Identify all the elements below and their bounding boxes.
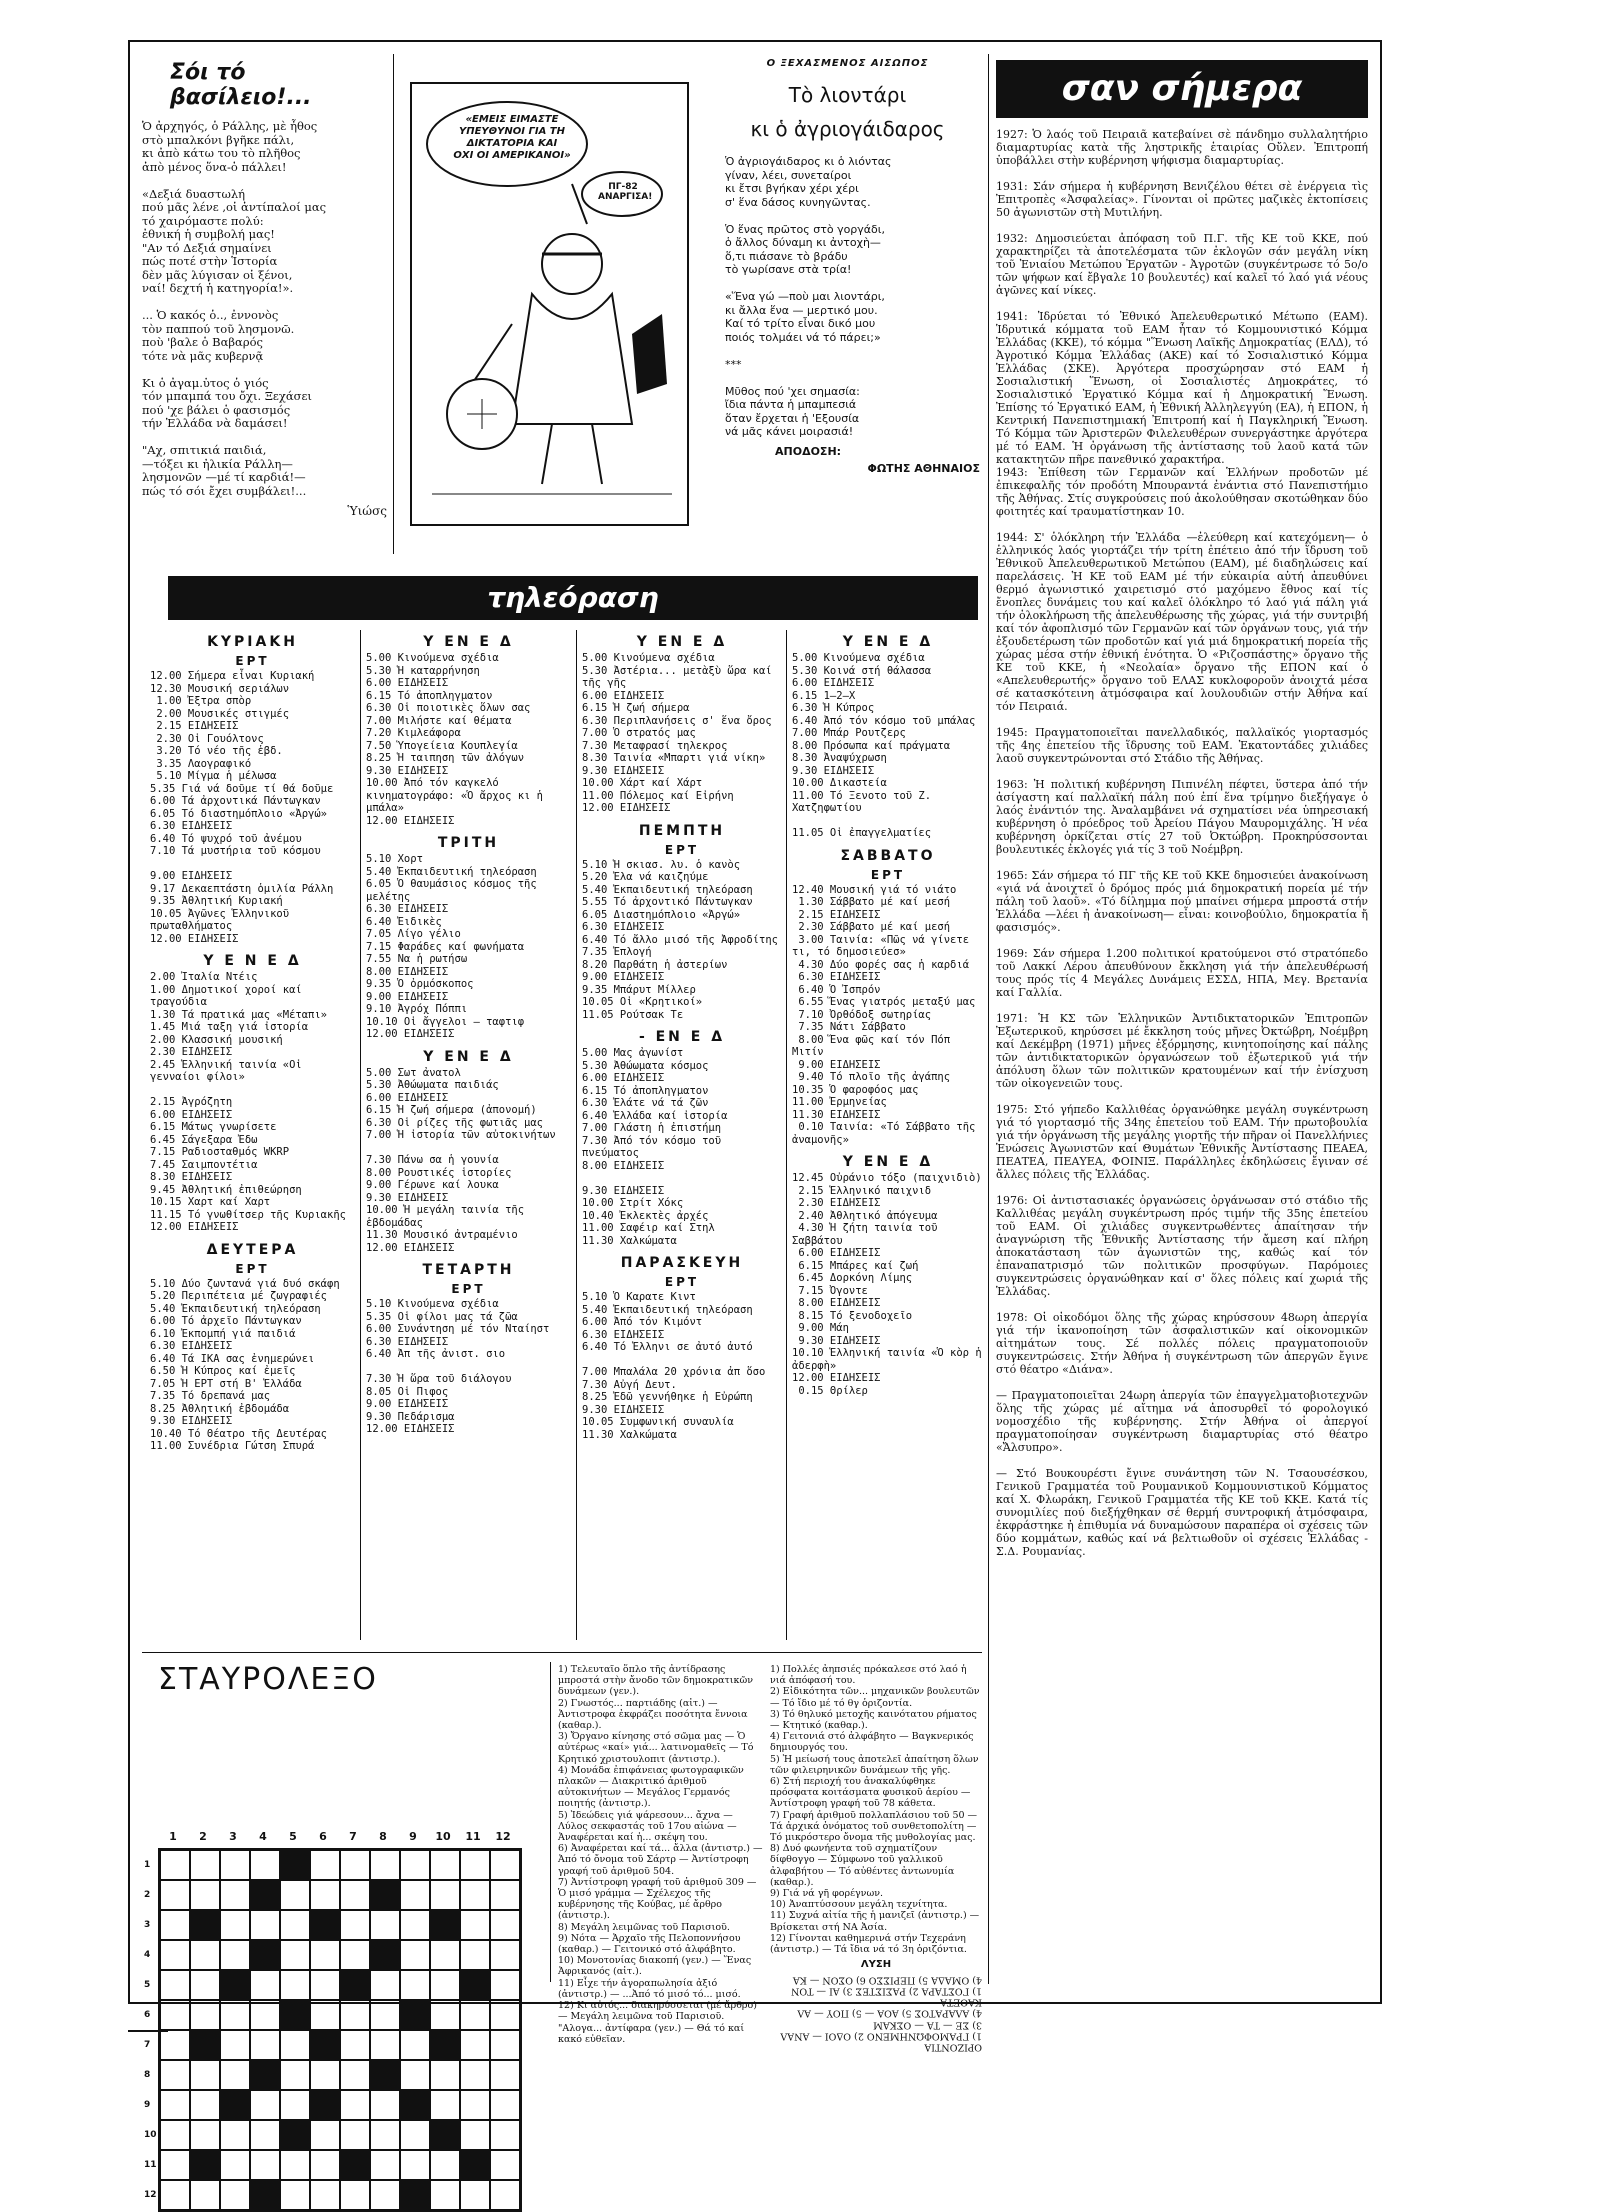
- tv-schedule: 5.10 Κινούμενα σχέδια 5.35 Οἱ φίλοι μας τά ζῶα 6.00 Συνάντηση μέ τόν Νταίηστ 6.30 ΕΙΔΗΣΕΙΣ 6.40 Ἀπ τῆς ἀνιστ. σιο 7.30 Ἡ ὥρα τοῦ διάλογου 8.05 Οἱ Πιφος 9.00 ΕΙΔΗΣΕΙΣ 9.30 Πεδάρισμα 12.00 ΕΙΔΗΣΕΙΣ: [366, 1298, 550, 1435]
- crossword-col-number: 9: [409, 1830, 417, 1843]
- crossword-cell: [460, 2120, 490, 2150]
- crossword-black-cell: [430, 2030, 460, 2060]
- crossword-cell: [340, 1880, 370, 1910]
- poem-column: [142, 54, 387, 574]
- crossword-cell: [430, 2060, 460, 2090]
- crossword-cell: [190, 2090, 220, 2120]
- crossword-col-number: 11: [465, 1830, 481, 1843]
- crossword-cell: [160, 1940, 190, 1970]
- crossword-cell: [370, 1970, 400, 2000]
- crossword-cell: [280, 1880, 310, 1910]
- crossword-cell: [220, 2030, 250, 2060]
- crossword-cell: [340, 2090, 370, 2120]
- crossword-black-cell: [340, 2150, 370, 2180]
- crossword-cell: [190, 1970, 220, 2000]
- crossword-cell: [280, 2090, 310, 2120]
- crossword-row-number: 3: [144, 1920, 151, 1930]
- crossword-cell: [160, 2180, 190, 2210]
- crossword-cell: [250, 2150, 280, 2180]
- crossword-title: ΣΤΑΥΡΟΛΕΞΟ: [158, 1662, 378, 1697]
- crossword-right: [770, 1664, 982, 2053]
- crossword-cell: [490, 2030, 520, 2060]
- tv-column-2: [366, 630, 571, 1650]
- crossword-cell: [370, 1850, 400, 1880]
- crossword-cell: [250, 1850, 280, 1880]
- tv-schedule: 5.10 Ὁ Καρατε Κιντ 5.40 Ἐκπαιδευτική τηλεόραση 6.00 Ἀπό τόν Κιμόντ 6.30 ΕΙΔΗΣΕΙΣ 6.40 Τό Ἑλληνι σε ἀυτό ἀυτό 7.00 Μπαλάλα 20 χρόνια ἀπ ὅσο 7.30 Αὐγή Δευτ. 8.25 Ἐδῶ γεννήθηκε ἡ Εὐρώπη 9.30 ΕΙΔΗΣΕΙΣ 10.05 Συμφωνική συναυλία 11.30 Χαλκώματα: [582, 1291, 766, 1441]
- crossword-cell: [430, 1970, 460, 2000]
- crossword-cell: [460, 2030, 490, 2060]
- crossword-row-number: 6: [144, 2010, 151, 2020]
- crossword-cell: [460, 1940, 490, 1970]
- tv-schedule: 5.10 Ἡ σκιασ. λυ. ὁ κανὸς 5.20 Ἐλα νά καιζηύμε 5.40 Ἐκπαιδευτική τηλεόραση 5.55 Τό ἀρχοντικό Πάντωγκαν 6.05 Διαστημόπλοιο «Ἀργώ» 6.30 ΕΙΔΗΣΕΙΣ 6.40 Τό ἄλλο μισό τῆς Ἀφροδίτης 7.35 Ἐπλογή 8.20 Παρθάτη ἡ ἀστερίων 9.00 ΕΙΔΗΣΕΙΣ 9.35 Μπάρυτ Μίλλερ 10.05 Οἱ «Κρητικοί» 11.05 Ρούτσακ Τε: [582, 858, 778, 1021]
- crossword-cell: [430, 2000, 460, 2030]
- tv-schedule: 5.10 Χορτ 5.40 Ἐκπαιδευτική τηλεόραση 6.05 Ὁ θαυμάσιος κόσμος τῆς μελέτης 6.30 ΕΙΔΗΣΕΙΣ 6.40 Ἐιδικὲς 7.05 Λίγο γέλιο 7.15 Φαράδες καί φωνήματα 7.55 Να ἡ ρωτήσω 8.00 ΕΙΔΗΣΕΙΣ 9.35 Ὁ ὀρμόσκοπος 9.00 ΕΙΔΗΣΕΙΣ 9.10 Ἀγρόχ Πόππι 10.10 Οἱ ἄγγελοι — ταφτιφ 12.00 ΕΙΔΗΣΕΙΣ: [366, 853, 537, 1040]
- crossword-cell: [460, 2180, 490, 2210]
- crossword-black-cell: [280, 1850, 310, 1880]
- crossword-cell: [460, 2090, 490, 2120]
- tv-schedule: 2.00 Ἰταλία Ντέις 1.00 Δημοτικοί χοροί καί τραγούδια 1.30 Τά πρατικά μας «Μέταπι» 1.45 Μιά ταξη γιά ἰστορία 2.00 Κλασσική μουσική 2.30 ΕΙΔΗΣΕΙΣ 2.45 Ἑλληνική ταινία «Οἱ γενναίοι φίλοι» 2.15 Ἀγρόζητη 6.00 ΕΙΔΗΣΕΙΣ 6.15 Μάτως γνωρίσετε 6.45 Σάγεξαρα Ἐδω 7.15 Ραδιοσταθμός WKRP 7.45 Σαιμποντέτια 8.30 ΕΙΔΗΣΕΙΣ 9.45 Ἀθλητική ἐπιθεώρηση 10.15 Χαρτ καί Χαρτ 11.15 Τό γνωθίτσερ τῆς Κυριακῆς 12.00 ΕΙΔΗΣΕΙΣ: [150, 971, 346, 1233]
- crossword-cell: [190, 1940, 220, 1970]
- crossword-cell: [490, 2000, 520, 2030]
- divider: [988, 54, 989, 1984]
- tv-day-heading: ΠΕΜΠΤΗ: [638, 822, 726, 839]
- crossword-black-cell: [400, 2180, 430, 2210]
- crossword-cell: [490, 2180, 520, 2210]
- tv-column-1: [150, 630, 355, 1650]
- tv-day-heading: ΚΥΡΙΑΚΗ: [207, 634, 298, 650]
- divider: [576, 630, 577, 1640]
- crossword-cell: [310, 1940, 340, 1970]
- lysi-header: ΛΥΣΗ: [860, 1959, 892, 1971]
- crossword-cell: [490, 2120, 520, 2150]
- crossword-clues-down: 1) Πολλές ἀηπσιές πρόκαλεσε στό λαό ἡ νιά ἀπόφασή του. 2) Εἰδικότητα τῶν... μηχανικῶν βουλευτῶν — Τό ἴδιο μέ τό θγ ὁριζοντία. 3) Τό θηλυκό μετοχῆς καινότατου ρήματος — Κτητικό (καθαρ.). 4) Γειτονιά στό ἀλφάβητο — Βαγκνερικός δημιουργός του. 5) Ἡ μείωσή τους ἀποτελεῖ ἀπαίτηση ὅλων τῶν φιλειρηνικῶν δυνάμεων τῆς γῆς. 6) Στή περιοχή του ἀνακαλύφθηκε πρόσφατα κοιτάσματα φυσικοῦ ἀερίου — Ἀντίστροφη γραφή τοῦ 78 κάθετα. 7) Γραφή ἀριθμοῦ πολλαπλάσιου τοῦ 50 — Τά ἀρχικά ὀνόματος τοῦ συνθετοπολίτη — Τό μικρόστερο ὄνομα τῆς μυθολογίας μας. 8) Δυό φωνήεντα τοῦ σχηματίζουν δίφθογγο — Σύμφωνο τοῦ γαλλικοῦ ἀλφαβήτου — Τό αὐθέντες ἀντωνυμία (καθαρ.). 9) Γιά νά γῆ φορέγνων. 10) Ἀναπτύσσουν μεγάλη τεχνίτητα. 11) Συχνά αἰτία τῆς ἡ μανιζεῖ (ἀντιστρ.) — Βρίσκεται στή ΝΑ Ἀσία. 12) Γίνονται καθημερινά στήν Τεχεράνη (ἀντιστρ.) — Τά ἴδια νά τό 3η ὁριζόντια.: [770, 1664, 980, 1956]
- crossword-cell: [220, 1850, 250, 1880]
- tv-day-heading: Υ ΕΝ Ε Δ: [842, 634, 934, 650]
- crossword-black-cell: [460, 2150, 490, 2180]
- tv-schedule: 5.00 Κινούμενα σχέδια 5.30 Ἀστέρια... μετὰξὺ ὥρα καί τῆς γῆς 6.00 ΕΙΔΗΣΕΙΣ 6.15 Ἡ ζωή σήμερα 6.30 Περιπλανήσεις σ' ἕνα ὄρος 7.00 Ὁ στρατός μας 7.30 Μεταφρασί τηλεκρος 8.30 Ταινία «Μπαρτι γιά νίκη» 9.30 ΕΙΔΗΣΕΙΣ 10.00 Χάρτ καί Χάρτ 11.00 Πόλεμος καί Εἰρήνη 12.00 ΕΙΔΗΣΕΙΣ: [582, 652, 772, 814]
- crossword-black-cell: [370, 1880, 400, 1910]
- crossword-cell: [430, 2180, 460, 2210]
- tv-channel-heading: ΕΡΤ: [235, 1261, 270, 1276]
- crossword-cell: [340, 2000, 370, 2030]
- crossword-cell: [220, 2000, 250, 2030]
- crossword-cell: [310, 2150, 340, 2180]
- crossword-cell: [250, 2120, 280, 2150]
- crossword-col-number: 6: [319, 1830, 327, 1843]
- crossword-black-cell: [400, 2090, 430, 2120]
- crossword-cell: [400, 1910, 430, 1940]
- newspaper-page: [128, 40, 1382, 2200]
- crossword-cell: [220, 2120, 250, 2150]
- fable-column: [715, 58, 980, 558]
- fable-credit-name: ΦΩΤΗΣ ΑΘΗΝΑΙΟΣ: [867, 461, 980, 475]
- crossword-cell: [310, 2180, 340, 2210]
- tv-day-heading: ΔΕΥΤΕΡΑ: [206, 1241, 299, 1258]
- crossword-col-number: 2: [199, 1830, 207, 1843]
- crossword-black-cell: [370, 2060, 400, 2090]
- crossword-cell: [190, 2120, 220, 2150]
- crossword-cell: [190, 2000, 220, 2030]
- fable-title-2: κι ὁ ἀγριογάιδαρος: [750, 117, 945, 141]
- crossword-cell: [190, 1850, 220, 1880]
- crossword-black-cell: [190, 2030, 220, 2060]
- crossword-black-cell: [250, 2060, 280, 2090]
- crossword-cell: [220, 2180, 250, 2210]
- crossword-cell: [430, 1940, 460, 1970]
- crossword-cell: [400, 1940, 430, 1970]
- crossword-cell: [400, 2060, 430, 2090]
- crossword-black-cell: [310, 1910, 340, 1940]
- crossword-cell: [400, 2120, 430, 2150]
- crossword-black-cell: [400, 2000, 430, 2030]
- crossword-cell: [280, 2150, 310, 2180]
- crossword-cell: [430, 2090, 460, 2120]
- crossword-cell: [160, 2060, 190, 2090]
- crossword-cell: [190, 1880, 220, 1910]
- crossword-cell: [460, 1880, 490, 1910]
- crossword-cell: [190, 2060, 220, 2090]
- divider: [550, 1662, 551, 1982]
- crossword-cell: [190, 2180, 220, 2210]
- crossword-row-number: 12: [144, 2190, 157, 2200]
- crossword-column-numbers: [158, 1830, 518, 1843]
- crossword-cell: [160, 2090, 190, 2120]
- crossword-cell: [160, 1880, 190, 1910]
- crossword-col-number: 10: [435, 1830, 451, 1843]
- crossword-cell: [400, 1850, 430, 1880]
- crossword-black-cell: [250, 1880, 280, 1910]
- tv-channel-heading: ΕΡΤ: [451, 1282, 486, 1296]
- crossword-col-number: 5: [289, 1830, 297, 1843]
- crossword-cell: [250, 2000, 280, 2030]
- tv-day-heading: Υ ΕΝ Ε Δ: [842, 1154, 934, 1170]
- crossword-cell: [370, 2180, 400, 2210]
- crossword-cell: [460, 2060, 490, 2090]
- san-simera-header: σαν σήμερα: [996, 60, 1368, 118]
- crossword-cell: [250, 1910, 280, 1940]
- tv-day-heading: Υ ΕΝ Ε Δ: [636, 634, 728, 650]
- tv-schedule: 5.00 Κινούμενα σχέδια 5.30 Ἡ καταρρήνηση 6.00 ΕΙΔΗΣΕΙΣ 6.15 Τό ἀποπληγματον 6.30 Οἱ ποιοτικὲς ὅλων σας 7.00 Μιλήστε καί θέματα 7.20 Κιμλεάφορα 7.50 Ὑπογείεια Κουπλεγία 8.25 Ἡ ταιπηση τῶν ἀλόγων 9.30 ΕΙΔΗΣΕΙΣ 10.00 Ἀπό τόν καγκελό κινηματογράφο: «Ὁ ἄρχος κι ἡ μπάλα» 12.00 ΕΙΔΗΣΕΙΣ: [366, 652, 544, 827]
- crossword-black-cell: [220, 2090, 250, 2120]
- crossword-black-cell: [280, 2000, 310, 2030]
- crossword-cell: [400, 2030, 430, 2060]
- crossword-cell: [370, 2000, 400, 2030]
- crossword-cell: [280, 2030, 310, 2060]
- crossword-row-number: 5: [144, 1980, 151, 1990]
- tv-schedule: 5.00 Μας ἀγωνίστ 5.30 Ἀθώωματα κόσμος 6.00 ΕΙΔΗΣΕΙΣ 6.15 Τό ἀποπληγματον 6.30 Ἐλάτε νά τά ζῶν 6.40 Ἑλλάδα καί ἰστορία 7.00 Γλάστη ἡ ἐπιστήμη 7.30 Ἀπό τόν κόσμο τοῦ πνεύματος 8.00 ΕΙΔΗΣΕΙΣ 9.30 ΕΙΔΗΣΕΙΣ 10.00 Στρίτ Χόκς 10.40 Ἐκλεκτὲς ἀρχές 11.00 Σαφέιρ καί Στηλ 11.30 Χαλκώματα: [582, 1047, 728, 1247]
- fable-title-1: Τὸ λιοντάρι: [788, 83, 907, 107]
- crossword-cell: [490, 2060, 520, 2090]
- crossword-row-number: 7: [144, 2040, 151, 2050]
- crossword-cell: [370, 2090, 400, 2120]
- crossword-cell: [340, 1850, 370, 1880]
- crossword-cell: [310, 2120, 340, 2150]
- crossword-cell: [310, 2000, 340, 2030]
- crossword-clues-across: 1) Τελευταῖο ὅπλο τῆς ἀντίδρασης μπροστά στὴν ἄνοδο τῶν δημοκρατικῶν δυνάμεων (γεν.). 2) Γνωστός... παρτιάδης (αἰτ.) — Ἀντιστροφα ἐκφράζει ποσότητα ἔννοια (καθαρ.). 3) Ὄργανο κίνησης στό σῶμα μας — Ὁ αὐτέρως «καί» γιά... λατινομαθεῖς — Τό Κρητικό χριστουλοπιτ (ἀντιστρ.). 4) Μονάδα ἐπιφάνειας φωτογραφικῶν πλακῶν — Διακριτικό ἀριθμοῦ αὐτοκινήτων — Μεγάλος Γερμανός ποιητής (ἀντιστρ.). 5) Ἰδεώδεις γιά ψάρεσουν... ἄχνα — Λύλος σεκφαστάς τοῦ 17ου αἰώνα — Ἀναφέρεται καί ἡ... σκέψη του. 6) Ἀναφέρεται καί τά... ἄλλα (ἀντιστρ.) — Ἀπό τό ὄνομα τοῦ Σάρτρ — Ἀντίστροφη γραφή τοῦ ἀριθμοῦ 504. 7) Ἀντίστροφη γραφή τοῦ ἀριθμοῦ 309 — Ὁ μισό γράμμα — Σχέλεχος τῆς κυβέρνησης τῆς Κούβας, μέ ἄρθρο (ἀντιστρ.). 8) Μεγάλη λειμῶνας τοῦ Παρισιοῦ. 9) Νότα — Ἀρχαῖο τῆς Πελοποννήσου (καθαρ.) — Γειτονικό στό ἀλφάβητο. 10) Μονοτονίας διακοπή (γεν.) — Ἕνας Ἀφρικανός (αἰτ.). 11) Εἶχε τήν ἀγοραπωλησία ἀξιό (ἀντιστρ.) — ...Ἀπό τό μισό τό... μισό. 12) Κι αὐτός... διακηρύσσεται (μέ ἄρθρο) — Μεγάλη λειμῶνα τοῦ Παρισιοῦ. "Αλογα... ἀντίφαρα (γεν.) — Θά τό καί κακό εὐθεῖαν.: [558, 1664, 763, 2045]
- poem-signature: Ὑιώσς: [347, 504, 387, 518]
- crossword-black-cell: [190, 2150, 220, 2180]
- san-simera-column: [996, 60, 1368, 1990]
- crossword-row-number: 11: [144, 2160, 157, 2170]
- poem-body: Ὁ ἀρχηγός, ὁ Ράλλης, μὲ ἦθος στὸ μπαλκόνι βγῆκε πάλι, κι ἀπὸ κάτω του τὸ πλῆθος ἀπὸ μένος ὅνα-ὁ πάλλει! «Δεξιά δυαστωλή πού μᾶς λένε ,οἱ ἀντίπαλοί μας τό χαιρόμαστε πολύ: ἐθνική ἡ συμβολή μας! "Αν τό Δεξιά σημαίνει πώς ποτέ στὴν Ἱστορία δὲν μᾶς λύγισαν οἱ ξένοι, ναί! δεχτή ἡ κατηγορία!». ... Ὁ κακός ὁ.., ἐννονὸς τὸν παππού τοῦ λησμονῶ. ποὺ 'βαλε ὁ Βαβαρός τότε νὰ μᾶς κυβερνᾷ Κι ὁ ἀγαμ.ὑτος ὁ γιός τόν μπαμπά του ὄχι. Ξεχάσει πού 'χε βάλει ὁ φασισμός τήν Ἑλλάδα νὰ δαμάσει! "Αχ, σπιτικιά παιδιά, —τόξει κι ἠλικία Ράλλη— λησμονῶν —μέ τί καρδιά!— πώς τό σόι ἔχει συμβάλει!...: [142, 119, 327, 498]
- crossword-black-cell: [310, 2030, 340, 2060]
- cartoon-bubble: ΠΓ-82 ΑΝΑΡΓΙΣΑ!: [598, 182, 653, 202]
- crossword-black-cell: [370, 1940, 400, 1970]
- crossword-black-cell: [460, 1970, 490, 2000]
- crossword-col-number: 7: [349, 1830, 357, 1843]
- tv-column-4: [792, 630, 984, 1650]
- tv-channel-heading: ΕΡΤ: [664, 842, 700, 857]
- crossword-col-number: 8: [379, 1830, 387, 1843]
- crossword-cell: [460, 2000, 490, 2030]
- crossword-cell: [490, 1970, 520, 2000]
- crossword-cell: [160, 2120, 190, 2150]
- cartoon: [410, 82, 689, 526]
- crossword-cell: [250, 2030, 280, 2060]
- crossword-row-number: 2: [144, 1890, 151, 1900]
- san-simera-body: 1927: Ὁ λαός τοῦ Πειραιᾶ κατεβαίνει σὲ πάνδημο συλλαλητήριο διαμαρτυρίας κατὰ τῆς ληστρικῆς ἑταιρίας Οὔλεν. Ἐπιτροπή ὑποβάλλει στὴν κυβέρνηση ψήφισμα διαμαρτυρίας. 1931: Σάν σήμερα ἡ κυβέρνηση Βενιζέλου θέτει σὲ ἐνέργεια τὶς Ἐπιτροπὲς «Ἀσφαλείας». Γίνονται οἱ πρῶτες μαζικὲς ἐκτοπίσεις 50 ἀγωνιστῶν στὴ Μυτιλήνη. 1932: Δημοσιεύεται ἀπόφαση τοῦ Π.Γ. τῆς ΚΕ τοῦ ΚΚΕ, πού χαρακτηρίζει τὰ ἀποτελέσματα τῶν ἐκλογῶν σάν μεγάλη νίκη τοῦ Ἑνιαίου Μετώπου Ἐργατῶν - Ἀγροτῶν (συγκέντρωσε τό 5ο/ο τῶν ψήφων καί ἔβγαλε 10 βουλευτές) καί καλεῖ τό λαό γιά νέους ἀγῶνες καί νίκες. 1941: Ἱδρύεται τό Ἐθνικό Ἀπελευθερωτικό Μέτωπο (ΕΑΜ). Ἱδρυτικά κόμματα τοῦ ΕΑΜ ἦταν τό Κομμουνιστικό Κόμμα Ἑλλάδας (ΚΚΕ), τό κόμμα "Ἕνωση Λαϊκῆς Δημοκρατίας (ΕΛΔ), τό Ἀγροτικό Κόμμα Ἑλλάδας (ΑΚΕ) καί τό Σοσιαλιστικό Κόμμα Ἑλλάδας (ΣΚΕ). Ἀργότερα προσχώρησαν στό ΕΑΜ ἡ Σοσιαλιστική Ἕνωση, οἱ Σοσιαλιστές Δημοκράτες, τό Σοσιαλιστικό Ἐργατικό Κόμμα καί ἡ Δημοκρατική Ἕνωση. Ἐπίσης τό Ἐργατικό ΕΑΜ, ἡ Ἐθνική Ἀλληλεγγύη (ΕΑ), ἡ ΕΠΟΝ, ἡ Κεντρική Πανεπιστημιακή Ἐπιτροπή καί ἡ Παγκληρική Ἕνωση. Τό Κόμμα τῶν Ἀριστερῶν Φιλελευθέρων συνεργάστηκε ἀργότερα μέ τό ΕΑΜ. Ἡ ὀργάνωση τῆς ἀντίστασης τοῦ λαοῦ κατά τῶν κατακτητῶν πῆρε πανεθνικό χαρακτήρα. 1943: Ἐπίθεση τῶν Γερμανῶν καί Ἑλλήνων προδοτῶν μέ ἐπικεφαλῆς τόν προδότη Μπουραντά ἐνάντια στό Πανεπιστήμιο τῆς Ἀθήνας. Στίς συγκρούσεις πού ἀκολούθησαν σκοτώθηκαν δύο φοιτητές καί τραυματίστηκαν 10. 1944: Σ' ὁλόκληρη τήν Ἑλλάδα —ἐλεύθερη καί κατεχόμενη— ὁ ἑλληνικός λαός γιορτάζει τήν τρίτη ἐπέτειο ἀπό τήν ἵδρυση τοῦ Ἐθνικοῦ Ἀπελευθερωτικοῦ Μετώπου (ΕΑΜ), μέ διαδηλώσεις καί παρελάσεις. Ἡ ΚΕ τοῦ ΕΑΜ μέ τήν εὐκαιρία αὐτή ἀπευθύνει θερμό ἀγωνιστικό χαιρετισμό στό μαχόμενο ἔθνος καί τίς ἔνοπλες δυνάμεις του καί καλεῖ ὁλόκληρο τό λαό γιά πάλη γιά τήν ὁλοκλήρωση τῆς ἀπελευθέρωσης τῆς χώρας, γιά τήν συντριβή καί τόν ἀφοπλισμό τῶν Γερμανῶν καί τῶν ὀργάνων τους, γιά τήν ἐξουδετέρωση τῶν προδοτῶν καί γιά μιά δημοκρατική πορεία τῆς χώρας μέσα στήν ἐθνική ἑνότητα. Ὁ «Ριζοσπάστης» ὄργανο τῆς ΚΕ τοῦ ΚΚΕ, ἡ «Νεολαία» ὄργανο τῆς ΕΠΟΝ καί ὁ «Απελευθερωτής» ὄργανο τοῦ ΕΛΑΣ κυκλοφοροῦν ἀνοιχτά μέσα σέ κατασκότεινη ἀτμόσφαιρα καί λουλουδιῶν στήν Ἀθήνα καί τόν Πειραιά. 1945: Πραγματοποιεῖται πανελλαδικός, παλλαϊκός γιορτασμός τῆς 4ης ἐπετείου τῆς ἵδρυσης τοῦ ΕΑΜ. Ἑκατοντάδες χιλιάδες λαοῦ συγκεντρώνονται στό Στάδιο τῆς Ἀθήνας. 1963: Ἡ πολιτική κυβέρνηση Πιπινέλη πέφτει, ὕστερα ἀπό τήν ἀσίγαστη καί παλλαϊκή πάλη πού ἐπί ἕνα τρίμηνο διεξήγαγε ὁ λαός ἐνάντιόν της. Ἀναλαμβάνει νά σχηματίσει νέα ὑπηρεσιακή κυβέρνηση ὁ πρόεδρος τοῦ Ἀρείου Πάγου Μαυρομιχάλης. Ἡ νέα κυβέρνηση ὁρκίζεται στίς 27 τοῦ Ὀκτώβρη. Προκηρύσσονται βουλευτικές ἐκλογές γιά τίς 3 τοῦ Νοέμβρη. 1965: Σάν σήμερα τό ΠΓ τῆς ΚΕ τοῦ ΚΚΕ δημοσιεύει ἀνακοίνωση «γιά νά ἀνοιχτεῖ ὁ δρόμος πρός μιά δημοκρατική πορεία μέ τήν πάλη τοῦ λαοῦ». «Τό δίλημμα πού μπαίνει σήμερα μπροστά στήν Ἑλλάδα —λέει ἡ ἀνακοίνωση— εἶναι: κοινοβούλιο, δημοκρατία ἤ φασισμός». 1969: Σάν σήμερα 1.200 πολιτικοί κρατούμενοι στό στρατόπεδο τοῦ Λακκί Λέρου ἀπευθύνουν ἔκκληση γιά τήν ἀπελευθέρωσή τους πρός τίς 4 Μεγάλες Δυνάμεις ΕΣΣΔ, ΗΠΑ, Μεγ. Βρετανία καί Γαλλία. 1971: Ἡ ΚΣ τῶν Ἑλληνικῶν Ἀντιδικτατορικῶν Ἐπιτροπῶν Ἐξωτερικοῦ, κηρύσσει μέ ἔκκληση τούς μῆνες Ὀκτώβρη, Νοέμβρη καί Δεκέμβρη (1971) μῆνες ἐξόρμησης, κινητοποίησης καί πάλης τῶν ἀντιδικτατορικῶν ὀργανώσεων τοῦ ἐξωτερικοῦ γιά τήν ἀπόλυση ὅλων τῶν πολιτικῶν κρατουμένων καί τήν ἐνίσχυση τῶν οἰκογενειῶν τους. 1975: Στό γήπεδο Καλλιθέας ὀργανώθηκε μεγάλη συγκέντρωση γιά τό γιορτασμό τῆς 34ης ἐπετείου τοῦ ΕΑΜ. Τήν πρωτοβουλία γιά τήν ὀργάνωση τῆς μεγάλης γιορτῆς τήν πῆραν οἱ Πανελλήνιες Ἑνώσεις Ἀγωνιστῶν καί Θυμάτων Ἐθνικῆς Ἀντίστασης ΠΕΑΕΑ, ΠΕΑΤΕΑ, ΠΕΑΥΕΑ, ΦΟΙΝΙΞ. Παράλληλες ἐκδηλώσεις ἔγιναν σέ ἄλλες πόλεις τῆς Ἑλλάδας. 1976: Οἱ ἀντιστασιακές ὀργανώσεις ὀργάνωσαν στό στάδιο τῆς Καλλιθέας μεγάλη συγκέντρωση πρός τιμήν τῆς 35ης ἐπετείου τοῦ ΕΑΜ. Οἱ χιλιάδες συγκεντρωθέντες ἀπαίτησαν τήν ἀναγνώριση τῆς Ἐθνικῆς Ἀντίστασης τήν ἄμεση καί πλήρη ἀποκατάσταση τῶν ἀγωνιστῶν της, καθώς καί τόν ἐπαναπατρισμό τῶν πολιτικῶν προσφύγων. Παρόμοιες συγκεντρώσεις ὀργανώθηκαν καί σ' ὅλες πόλεις καί χωριά τῆς Ἑλλάδας. 1978: Οἱ οἰκοδόμοι ὅλης τῆς χώρας κηρύσσουν 48ωρη ἀπεργία γιά τήν ἱκανοποίηση τῶν ἀσφαλιστικῶν καί οἰκονομικῶν αἰτημάτων τους. Σέ πολλές πόλεις πραγματοποιοῦν συγκεντρώσεις. Στήν Ἀθήνα ἡ συγκέντρωση τῶν ἀπεργῶν ἔγινε στό θέατρο «Διάνα». — Πραγματοποιεῖται 24ωρη ἀπεργία τῶν ἐπαγγελματοβιοτεχνῶν ὅλης τῆς χώρας μέ αἴτημα νά ἀποσυρθεῖ τό φορολογικό νομοσχέδιο τῆς κυβέρνησης. Στήν Ἀθήνα οἱ ἀπεργοί πραγματοποίησαν συγκέντρωση διαμαρτυρίας στό θέατρο «Ἄλσυπρο». — Στό Βουκουρέστι ἔγινε συνάντηση τῶν Ν. Τσαουσέσκου, Γενικοῦ Γραμματέα τοῦ Ρουμανικοῦ Κομμουνιστικοῦ Κόμματος καί Χ. Φλωράκη, Γενικοῦ Γραμματέα τῆς ΚΕ τοῦ ΚΚΕ. Κατά τίς συνομιλίες πού διεξήχθηκαν σέ θερμή συντροφική ἀτμόσφαιρα, ἐκφράστηκε ἡ ἐπιθυμία νά δυναμώσουν παραπέρα οἱ σχέσεις τῶν δύο κομμάτων, καθώς καί νά βελτιωθοῦν οἱ σχέσεις Ἑλλάδας - Σ.Δ. Ρουμανίας.: [996, 128, 1368, 1558]
- crossword-black-cell: [430, 2120, 460, 2150]
- crossword-black-cell: [340, 1970, 370, 2000]
- crossword-cell: [340, 1940, 370, 1970]
- tv-schedule: 5.00 Σωτ ἀνατολ 5.30 Ἀθώωματα παιδιάς 6.00 ΕΙΔΗΣΕΙΣ 6.15 Ἡ ζωή σήμερα (ἀπονομή) 6.30 Οἱ ρίζες τῆς φωτιᾶς μας 7.00 Ἡ ἰστορία τῶν αὐτοκινήτων 7.30 Πάνω σα ἡ γουνία 8.00 Ρουστικές ἱστορίες 9.00 Γέρωνε καί λουκα 9.30 ΕΙΔΗΣΕΙΣ 10.00 Ἡ μεγάλη ταινία τῆς ἑβδομάδας 11.30 Μουσικό ἀντραμένιο 12.00 ΕΙΔΗΣΕΙΣ: [366, 1066, 556, 1254]
- footer-rule: [128, 2030, 168, 2032]
- crossword-col-number: 4: [259, 1830, 267, 1843]
- crossword-cell: [370, 2120, 400, 2150]
- tv-channel-heading: ΕΡΤ: [235, 654, 270, 668]
- crossword-cell: [280, 2180, 310, 2210]
- crossword-black-cell: [310, 2090, 340, 2120]
- divider: [786, 630, 787, 1640]
- tv-channel-heading: ΕΡΤ: [870, 867, 906, 882]
- crossword-grid: [158, 1848, 522, 2212]
- tv-schedule: 5.10 Δύο ζωντανά γιά δυό σκάφη 5.20 Περιπέτεια μέ ζωγραφιές 5.40 Ἐκπαιδευτική τηλεόραση 6.00 Τό ἀρχεῖο Πάντωγκαν 6.10 Ἐκπομπή γιά παιδιά 6.30 ΕΙΔΗΣΕΙΣ 6.40 Τά ΙΚΑ σας ἐνημερώνει 6.50 Ἡ Κύπρος καί ἐμεῖς 7.05 Ἡ ΕΡΤ στή Β' Ἑλλάδα 7.35 Τό δρεπανά μας 8.25 Ἀθλητική ἐβδομάδα 9.30 ΕΙΔΗΣΕΙΣ 10.40 Τό Θέατρο τῆς Δευτέρας 11.00 Συνέδρια Γώτση Σπυρά: [150, 1277, 340, 1452]
- divider: [393, 54, 394, 554]
- crossword-cell: [460, 1910, 490, 1940]
- crossword-cell: [370, 2030, 400, 2060]
- crossword-cell: [280, 1910, 310, 1940]
- divider: [360, 630, 361, 1640]
- tv-day-heading: Υ ΕΝ Ε Δ: [423, 634, 514, 650]
- poem-title: Σόι τό βασίλειο!...: [170, 60, 312, 110]
- crossword-cell: [310, 1880, 340, 1910]
- tv-schedule: 5.00 Κινούμενα σχέδια 5.30 Κοινά στή θάλασσα 6.00 ΕΙΔΗΣΕΙΣ 6.15 1—2—Χ 6.30 Ἡ Κύπρος 6.40 Ἀπό τόν κόσμο τοῦ μπάλας 7.00 Μπάρ Ρουτζερς 8.00 Πρόσωπα καί πράγματα 8.30 Ἀναψύχρωση 9.30 ΕΙΔΗΣΕΙΣ 10.00 Δικαστεία 11.00 Τό Ξενοτο τοῦ Ζ. Χατζηφωτίου 11.05 Οἱ ἐπαγγελματίες: [792, 652, 976, 839]
- tv-schedule: 12.45 Οὐράνιο τόξο (παιχνιδιὸ) 2.15 Ἑλληνικό παιχνιδ 2.30 ΕΙΔΗΣΕΙΣ 2.40 Ἀθλητικό ἀπόγευμα 4.30 Ἡ ζήτη ταινία τοῦ Σαββάτου 6.00 ΕΙΔΗΣΕΙΣ 6.15 Μπάρες καί ζωή 6.45 Δορκόνη Λίμης 7.15 Ὀγοντε 8.00 ΕΙΔΗΣΕΙΣ 8.15 Τό ξενοδοχεῖο 9.00 Μάη 9.30 ΕΙΔΗΣΕΙΣ 10.10 Ἑλληνική ταινία «Ὁ κὸρ ἡ ἀδερφὴ» 12.00 ΕΙΔΗΣΕΙΣ 0.15 Θρίλερ: [792, 1172, 982, 1397]
- crossword-cell: [400, 2150, 430, 2180]
- crossword-cell: [220, 2150, 250, 2180]
- tv-day-heading: ΤΕΤΑΡΤΗ: [422, 1262, 515, 1278]
- tv-column-3: [582, 630, 782, 1650]
- crossword-cell: [490, 1850, 520, 1880]
- tv-channel-heading: ΕΡΤ: [664, 1275, 700, 1289]
- crossword-cell: [160, 2150, 190, 2180]
- crossword-col-number: 12: [495, 1830, 511, 1843]
- crossword-cell: [160, 1910, 190, 1940]
- crossword-cell: [160, 2030, 190, 2060]
- divider: [142, 1652, 982, 1653]
- fable-kicker: Ο ΞΕΧΑΣΜΕΝΟΣ ΑΙΣΩΠΟΣ: [766, 58, 929, 69]
- crossword-cell: [490, 2150, 520, 2180]
- tv-schedule: 12.00 Σήμερα εἶναι Κυριακή 12.30 Μουσική σεριάλων 1.00 Ἐξτρα σπὸρ 2.00 Μουσικές στιγμές 2.15 ΕΙΔΗΣΕΙΣ 2.30 Οἱ Γουόλτονς 3.20 Τό νέο τῆς ἑβδ. 3.35 Λαογραφικό 5.10 Μίγμα ἡ μέλωσα 5.35 Γιά νά δοῦμε τί θά δοῦμε 6.00 Τά ἀρχοντικά Πάντωγκαν 6.05 Τό διαστημόπλοιο «Ἀργώ» 6.30 ΕΙΔΗΣΕΙΣ 6.40 Τό ψυχρό τοῦ ἀνέμου 7.10 Τά μυστήρια τοῦ κόσμου 9.00 ΕΙΔΗΣΕΙΣ 9.17 Δεκαεπτάστη ὁμιλία Ράλλη 9.35 Ἀθλητική Κυριακή 10.05 Ἀγῶνες Ἑλληνικοῦ πρωταθλήματος 12.00 ΕΙΔΗΣΕΙΣ: [150, 670, 334, 945]
- crossword-col-number: 1: [169, 1830, 177, 1843]
- tv-day-heading: - ΕΝ Ε Δ: [638, 1029, 726, 1045]
- lysi-body: ΟΡΙΖΟΝΤΙΑ 1) ΓΡΑΜΟΦΩΝΗΜΕΝΟ 2) ΟΔΟΙ — ΑΝΑΛ 3) ΣΕ — ΤΑ — ΟΣΚΑΜ 4) ΑΛΑΡΑΤΟΣ 5) ΑΟΑ — 5) ΠΟΥ — ΑΛ ΚΑΘΕΤΑ 1) ΓΟΣΤΑΡΑ 2) ΡΑΣΙΣΤΕΣ 3) ΑΙ — ΤΟΝ 4) ΟΜΑΔΑ 5) ΠΕΡΙΣΣΟ 6) ΟΣΟΝ — ΚΑ: [780, 1974, 982, 2053]
- crossword-cell: [490, 2090, 520, 2120]
- tv-day-heading: Υ ΕΝ Ε Δ: [423, 1048, 514, 1065]
- crossword-cell: [310, 1850, 340, 1880]
- fable-body: Ὁ ἀγριογάιδαρος κι ὁ λιόντας γίναν, λέει, συνεταίροι κι ἔτσι βγήκαν χέρι χέρι σ' ἕνα δάσος κυνηγῶντας. Ὁ ἕνας πρῶτος στὸ γοργάδι, ὁ ἄλλος δύναμη κι ἀντοχὴ— ὅ,τι πιάσανε τὸ βράδυ τὸ γωρίσανε στὰ τρία! «Ἕνα γώ —ποὺ μαι λιοντάρι, κι ἄλλα ἕνα — μερτικό μου. Καί τό τρίτο εἶναι δικό μου ποιός τολμάει νά τό πάρει;» *** Μῦθος πού 'χει σημασία: ἴδια πάντα ἡ μπαμπεσιά ὅταν ἔρχεται ἡ 'Εξουσία νά μᾶς κάνει μοιρασιά!: [725, 155, 892, 438]
- tv-day-heading: ΣΑΒΒΑΤΟ: [840, 847, 936, 864]
- crossword-cell: [400, 1970, 430, 2000]
- crossword-cell: [220, 1940, 250, 1970]
- cartoon-speech: «ΕΜΕΙΣ ΕΙΜΑΣΤΕ ΥΠΕΥΘΥΝΟΙ ΓΙΑ ΤΗ ΔΙΚΤΑΤΟΡΙΑ ΚΑΙ ΟΧΙ ΟΙ ΑΜΕΡΙΚΑΝΟΙ»: [453, 114, 571, 161]
- crossword-cell: [340, 2120, 370, 2150]
- tv-day-heading: ΠΑΡΑΣΚΕΥΗ: [620, 1255, 744, 1271]
- crossword-cell: [490, 1880, 520, 1910]
- crossword-cell: [220, 2060, 250, 2090]
- tv-schedule: 12.40 Μουσική γιά τό νιάτο 1.30 Σάββατο μέ καί μεσή 2.15 ΕΙΔΗΣΕΙΣ 2.30 Σάββατο μέ καί μεσή 3.00 Ταινία: «Πῶς νά γίνετε τι, τό δημοσιεύεσ» 4.30 Δύο φορές σας ἡ καρδιά 6.30 ΕΙΔΗΣΕΙΣ 6.40 Ὁ Ἰσπρόν 6.55 Ἕνας γιατρός μεταξύ μας 7.10 Ὀρθόδοξ σωτηρίας 7.35 Νάτι Σάββατο 8.00 Ἕνα φῶς καί τόν Πόπ Μιτίν 9.00 ΕΙΔΗΣΕΙΣ 9.40 Τό πλοῖο τῆς ἀγάπης 10.35 Ὁ φαροφόος μας 11.00 Ἐρμηνείας 11.30 ΕΙΔΗΣΕΙΣ 0.10 Ταινία: «Τό Σάββατο τῆς ἀναμονῆς»: [792, 883, 976, 1146]
- tv-day-heading: Υ Ε Ν Ε Δ: [203, 953, 302, 969]
- crossword-cell: [160, 2000, 190, 2030]
- crossword-row-number: 9: [144, 2100, 151, 2110]
- crossword-cell: [250, 2090, 280, 2120]
- crossword-cell: [280, 1940, 310, 1970]
- tv-day-heading: ΤΡΙΤΗ: [437, 835, 500, 851]
- crossword-black-cell: [220, 1970, 250, 2000]
- crossword-row-number: 8: [144, 2070, 151, 2080]
- crossword-cell: [430, 2150, 460, 2180]
- crossword-cell: [160, 1970, 190, 2000]
- crossword-cell: [250, 1970, 280, 2000]
- crossword-black-cell: [250, 2180, 280, 2210]
- crossword-cell: [340, 1910, 370, 1940]
- crossword-cell: [340, 2030, 370, 2060]
- crossword-cell: [370, 1910, 400, 1940]
- crossword-cell: [220, 1910, 250, 1940]
- crossword-black-cell: [430, 1910, 460, 1940]
- crossword-cell: [220, 1880, 250, 1910]
- crossword-cell: [490, 1940, 520, 1970]
- crossword-col-number: 3: [229, 1830, 237, 1843]
- crossword-cell: [400, 1880, 430, 1910]
- crossword-cell: [430, 1880, 460, 1910]
- crossword-cell: [280, 1970, 310, 2000]
- crossword-cell: [340, 2180, 370, 2210]
- crossword-row-number: 10: [144, 2130, 157, 2140]
- fable-credit-label: ΑΠΟΔΟΣΗ:: [775, 444, 842, 458]
- crossword-cell: [370, 2150, 400, 2180]
- crossword-cell: [340, 2060, 370, 2090]
- crossword-cell: [490, 1910, 520, 1940]
- crossword-row-number: 1: [144, 1860, 151, 1870]
- crossword-black-cell: [280, 2120, 310, 2150]
- crossword-cell: [310, 1970, 340, 2000]
- crossword-black-cell: [190, 1910, 220, 1940]
- tv-header: τηλεόραση: [168, 576, 978, 620]
- crossword-cell: [460, 1850, 490, 1880]
- crossword-cell: [430, 1850, 460, 1880]
- crossword-cell: [280, 2060, 310, 2090]
- crossword-cell: [310, 2060, 340, 2090]
- crossword-black-cell: [250, 1940, 280, 1970]
- crossword-cell: [160, 1850, 190, 1880]
- crossword-row-number: 4: [144, 1950, 151, 1960]
